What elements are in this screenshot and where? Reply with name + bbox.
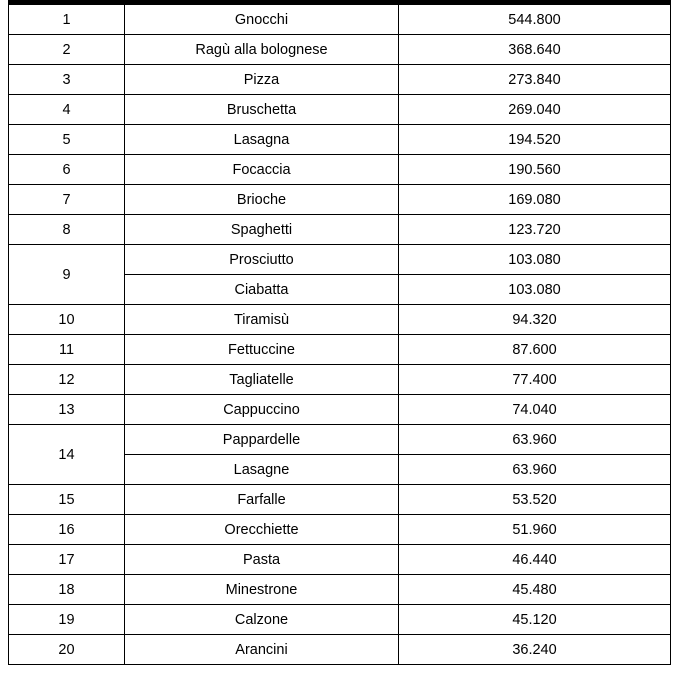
dish-name-cell: Lasagna xyxy=(125,125,399,155)
value-cell: 45.480 xyxy=(399,575,671,605)
value-cell: 77.400 xyxy=(399,365,671,395)
value-cell: 87.600 xyxy=(399,335,671,365)
table-row xyxy=(9,3,671,35)
rank-cell: 13 xyxy=(9,395,125,425)
rank-cell: 5 xyxy=(9,125,125,155)
dish-name-cell: Calzone xyxy=(125,605,399,635)
rank-cell: 6 xyxy=(9,155,125,185)
value-cell: 123.720 xyxy=(399,215,671,245)
dish-name-cell: Gnocchi xyxy=(125,3,399,35)
table-row xyxy=(9,365,671,395)
dish-name-cell: Ragù alla bolognese xyxy=(125,35,399,65)
table-row xyxy=(9,65,671,95)
ranking-table xyxy=(8,0,671,665)
table-row xyxy=(9,425,671,455)
value-cell: 53.520 xyxy=(399,485,671,515)
dish-name-cell: Pasta xyxy=(125,545,399,575)
rank-cell: 19 xyxy=(9,605,125,635)
value-cell: 51.960 xyxy=(399,515,671,545)
dish-name-cell: Orecchiette xyxy=(125,515,399,545)
dish-name-cell: Fettuccine xyxy=(125,335,399,365)
dish-name-cell: Spaghetti xyxy=(125,215,399,245)
table-row xyxy=(9,155,671,185)
value-cell: 46.440 xyxy=(399,545,671,575)
value-cell: 63.960 xyxy=(399,425,671,455)
dish-name-cell: Lasagne xyxy=(125,455,399,485)
value-cell: 190.560 xyxy=(399,155,671,185)
rank-cell: 1 xyxy=(9,3,125,35)
rank-cell: 17 xyxy=(9,545,125,575)
rank-cell: 8 xyxy=(9,215,125,245)
value-cell: 94.320 xyxy=(399,305,671,335)
table-row xyxy=(9,35,671,65)
dish-name-cell: Farfalle xyxy=(125,485,399,515)
table-row xyxy=(9,185,671,215)
rank-cell: 12 xyxy=(9,365,125,395)
table-row xyxy=(9,245,671,275)
table-row xyxy=(9,635,671,665)
dish-name-cell: Minestrone xyxy=(125,575,399,605)
dish-name-cell: Tiramisù xyxy=(125,305,399,335)
rank-cell: 3 xyxy=(9,65,125,95)
dish-name-cell: Arancini xyxy=(125,635,399,665)
ranking-table-container xyxy=(8,0,670,665)
table-row xyxy=(9,215,671,245)
value-cell: 194.520 xyxy=(399,125,671,155)
table-row xyxy=(9,305,671,335)
rank-cell: 7 xyxy=(9,185,125,215)
value-cell: 45.120 xyxy=(399,605,671,635)
value-cell: 74.040 xyxy=(399,395,671,425)
value-cell: 169.080 xyxy=(399,185,671,215)
rank-cell: 9 xyxy=(9,245,125,305)
rank-cell: 18 xyxy=(9,575,125,605)
value-cell: 273.840 xyxy=(399,65,671,95)
table-row xyxy=(9,485,671,515)
rank-cell: 10 xyxy=(9,305,125,335)
table-row xyxy=(9,575,671,605)
table-row xyxy=(9,395,671,425)
dish-name-cell: Tagliatelle xyxy=(125,365,399,395)
rank-cell: 15 xyxy=(9,485,125,515)
dish-name-cell: Pappardelle xyxy=(125,425,399,455)
value-cell: 103.080 xyxy=(399,275,671,305)
dish-name-cell: Pizza xyxy=(125,65,399,95)
rank-cell: 2 xyxy=(9,35,125,65)
table-row xyxy=(9,95,671,125)
rank-cell: 11 xyxy=(9,335,125,365)
value-cell: 36.240 xyxy=(399,635,671,665)
dish-name-cell: Focaccia xyxy=(125,155,399,185)
rank-cell: 16 xyxy=(9,515,125,545)
value-cell: 368.640 xyxy=(399,35,671,65)
rank-cell: 20 xyxy=(9,635,125,665)
dish-name-cell: Ciabatta xyxy=(125,275,399,305)
table-row xyxy=(9,335,671,365)
value-cell: 269.040 xyxy=(399,95,671,125)
dish-name-cell: Bruschetta xyxy=(125,95,399,125)
ranking-table-body xyxy=(9,3,671,665)
rank-cell: 4 xyxy=(9,95,125,125)
dish-name-cell: Cappuccino xyxy=(125,395,399,425)
value-cell: 544.800 xyxy=(399,3,671,35)
value-cell: 63.960 xyxy=(399,455,671,485)
dish-name-cell: Brioche xyxy=(125,185,399,215)
table-row xyxy=(9,125,671,155)
value-cell: 103.080 xyxy=(399,245,671,275)
rank-cell: 14 xyxy=(9,425,125,485)
table-row xyxy=(9,515,671,545)
table-row xyxy=(9,545,671,575)
dish-name-cell: Prosciutto xyxy=(125,245,399,275)
table-row xyxy=(9,605,671,635)
